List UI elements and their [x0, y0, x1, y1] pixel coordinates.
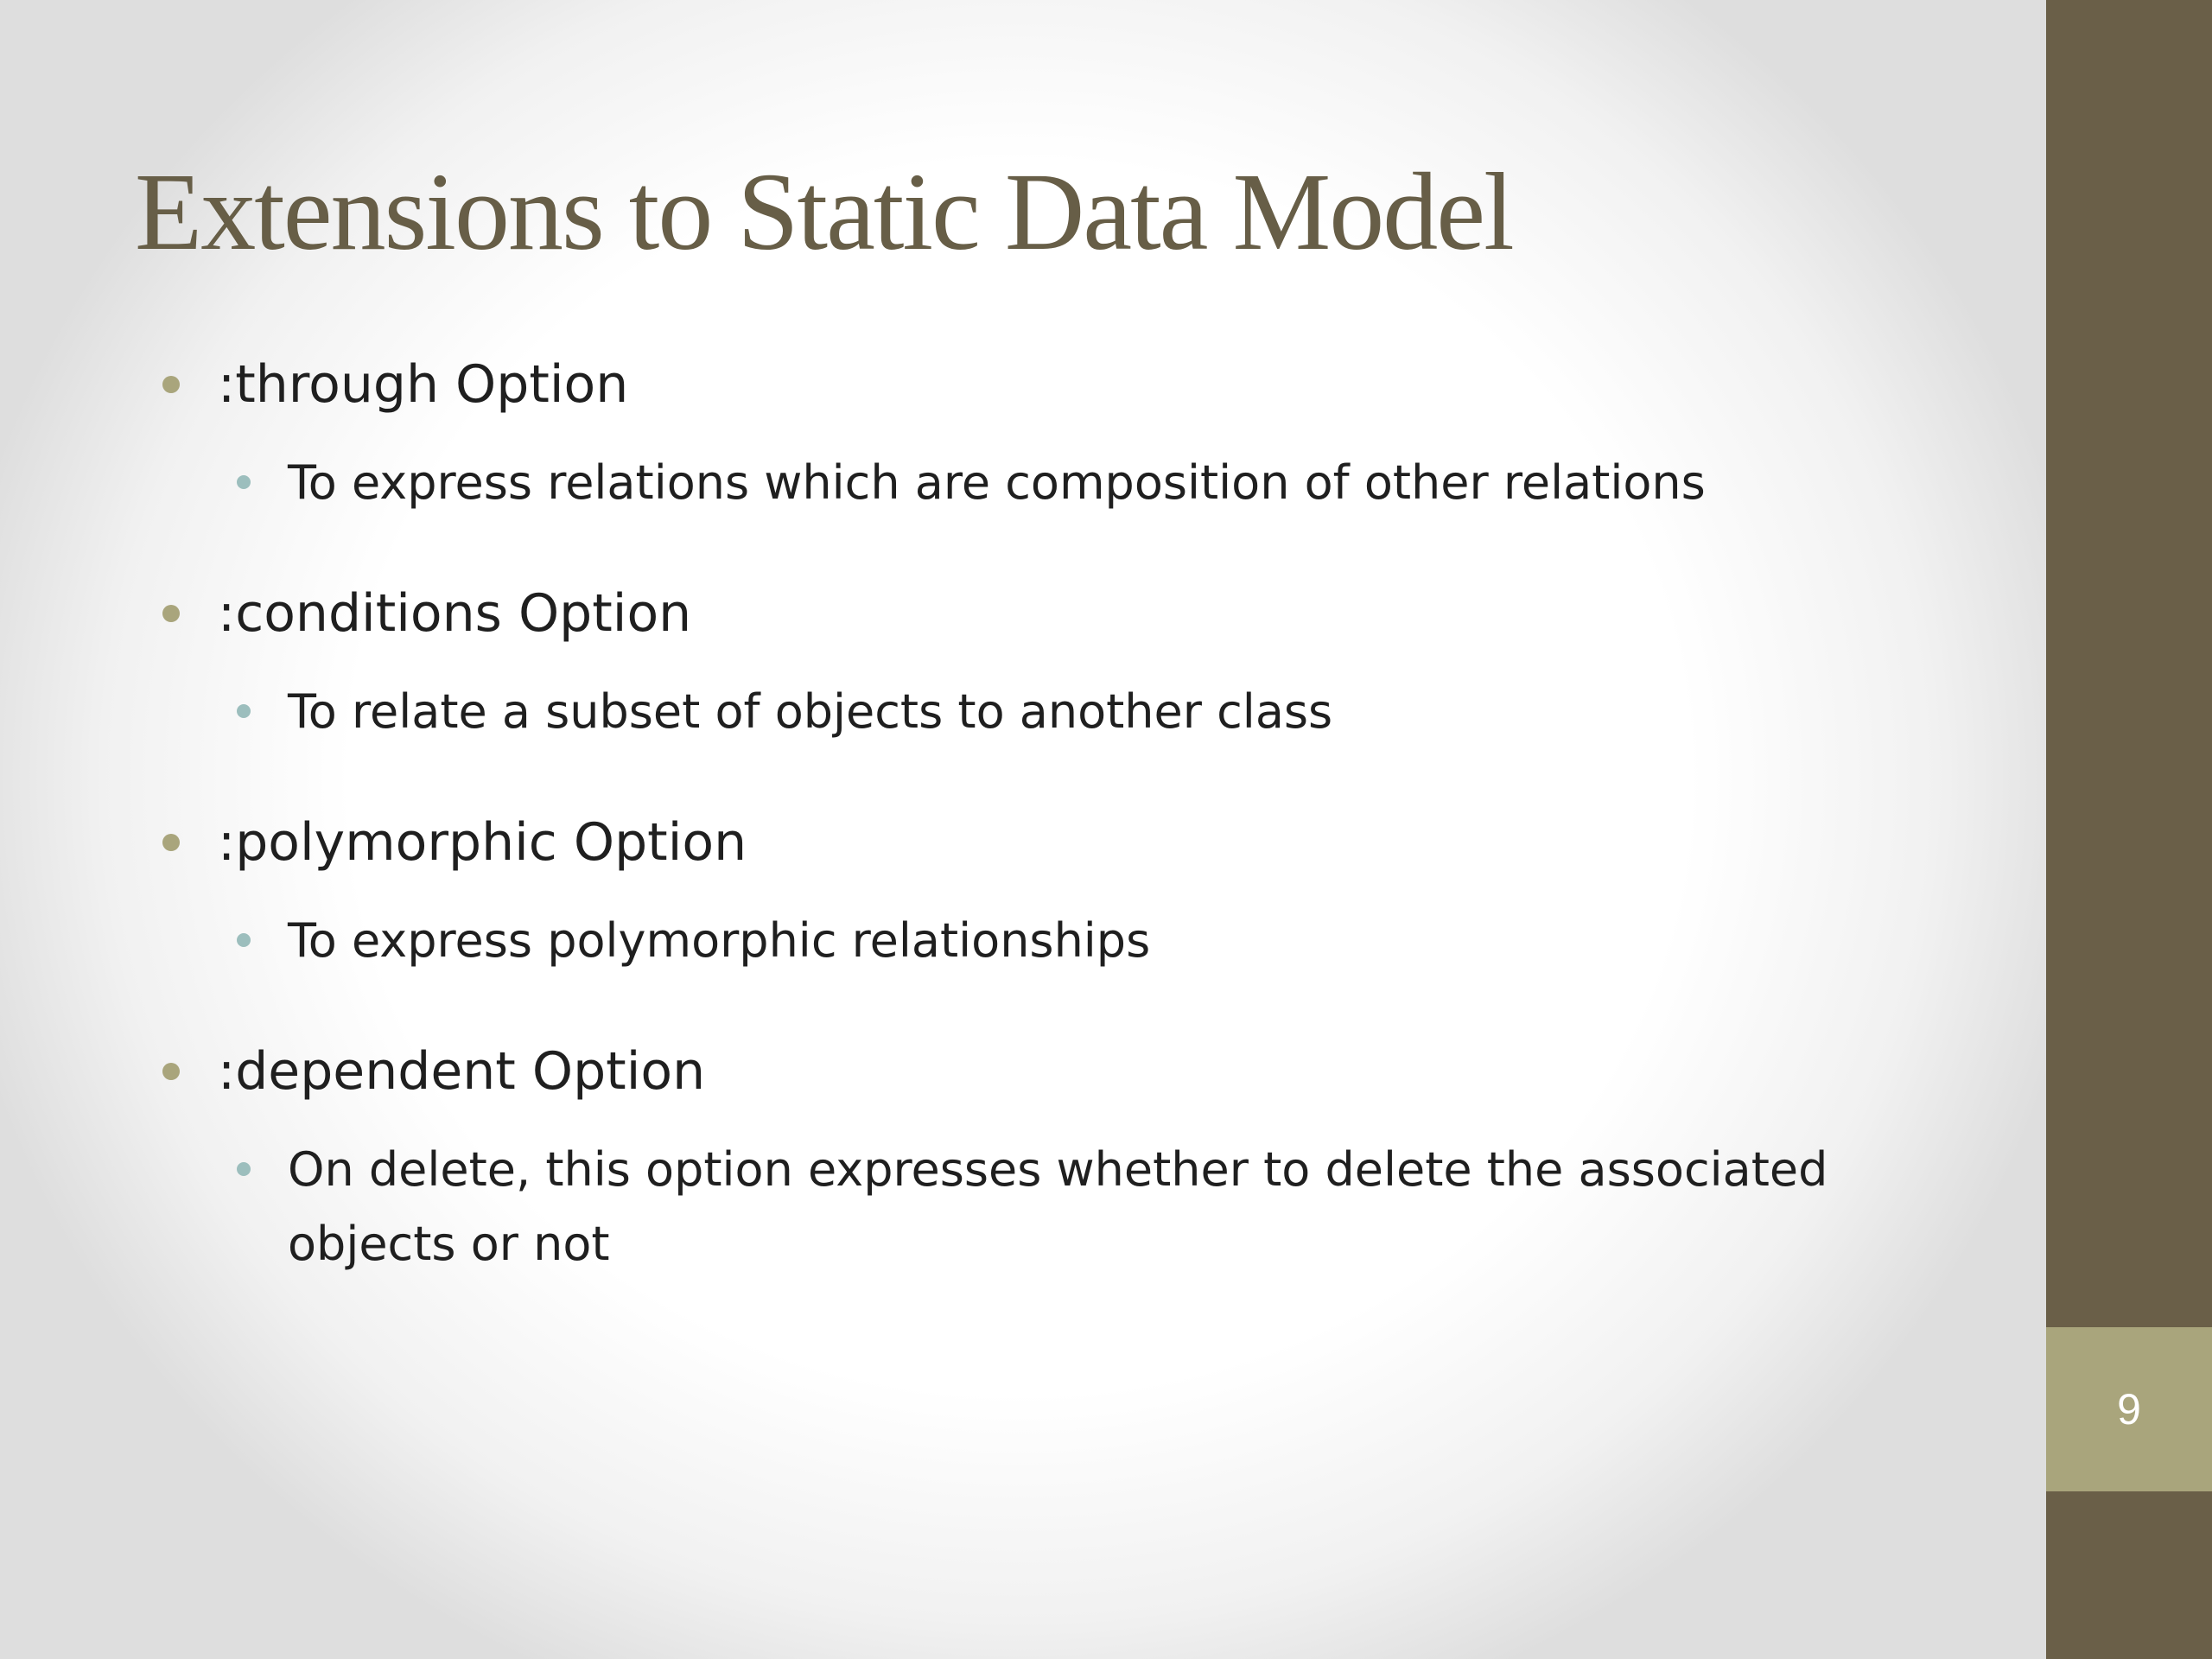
- sub-bullet-item-dependent: On delete, this option expresses whether to delete the associated objects or not: [288, 1142, 1828, 1271]
- slide-title: Extensions to Static Data Model: [135, 150, 1513, 273]
- sub-bullet-item-through: To express relations which are composition of other relations: [288, 455, 1706, 510]
- sub-bullet-item-polymorphic: To express polymorphic relationships: [288, 913, 1151, 968]
- bullet-dot: [162, 605, 180, 622]
- bullet-item-conditions: :conditions Option: [218, 583, 692, 644]
- sub-bullet-dot: [237, 704, 251, 718]
- bullet-dot: [162, 834, 180, 851]
- bullet-item-through: :through Option: [218, 354, 629, 415]
- bullet-item-polymorphic: :polymorphic Option: [218, 812, 747, 873]
- sub-bullet-item-conditions: To relate a subset of objects to another class: [288, 684, 1333, 739]
- page-number: 9: [2117, 1385, 2141, 1433]
- bullet-dot: [162, 376, 180, 393]
- sub-bullet-dot: [237, 933, 251, 947]
- sub-bullet-dot: [237, 475, 251, 489]
- sub-bullet-dot: [237, 1162, 251, 1176]
- bullet-item-dependent: :dependent Option: [218, 1041, 706, 1102]
- bullet-dot: [162, 1063, 180, 1080]
- page-number-badge: [2046, 1327, 2212, 1491]
